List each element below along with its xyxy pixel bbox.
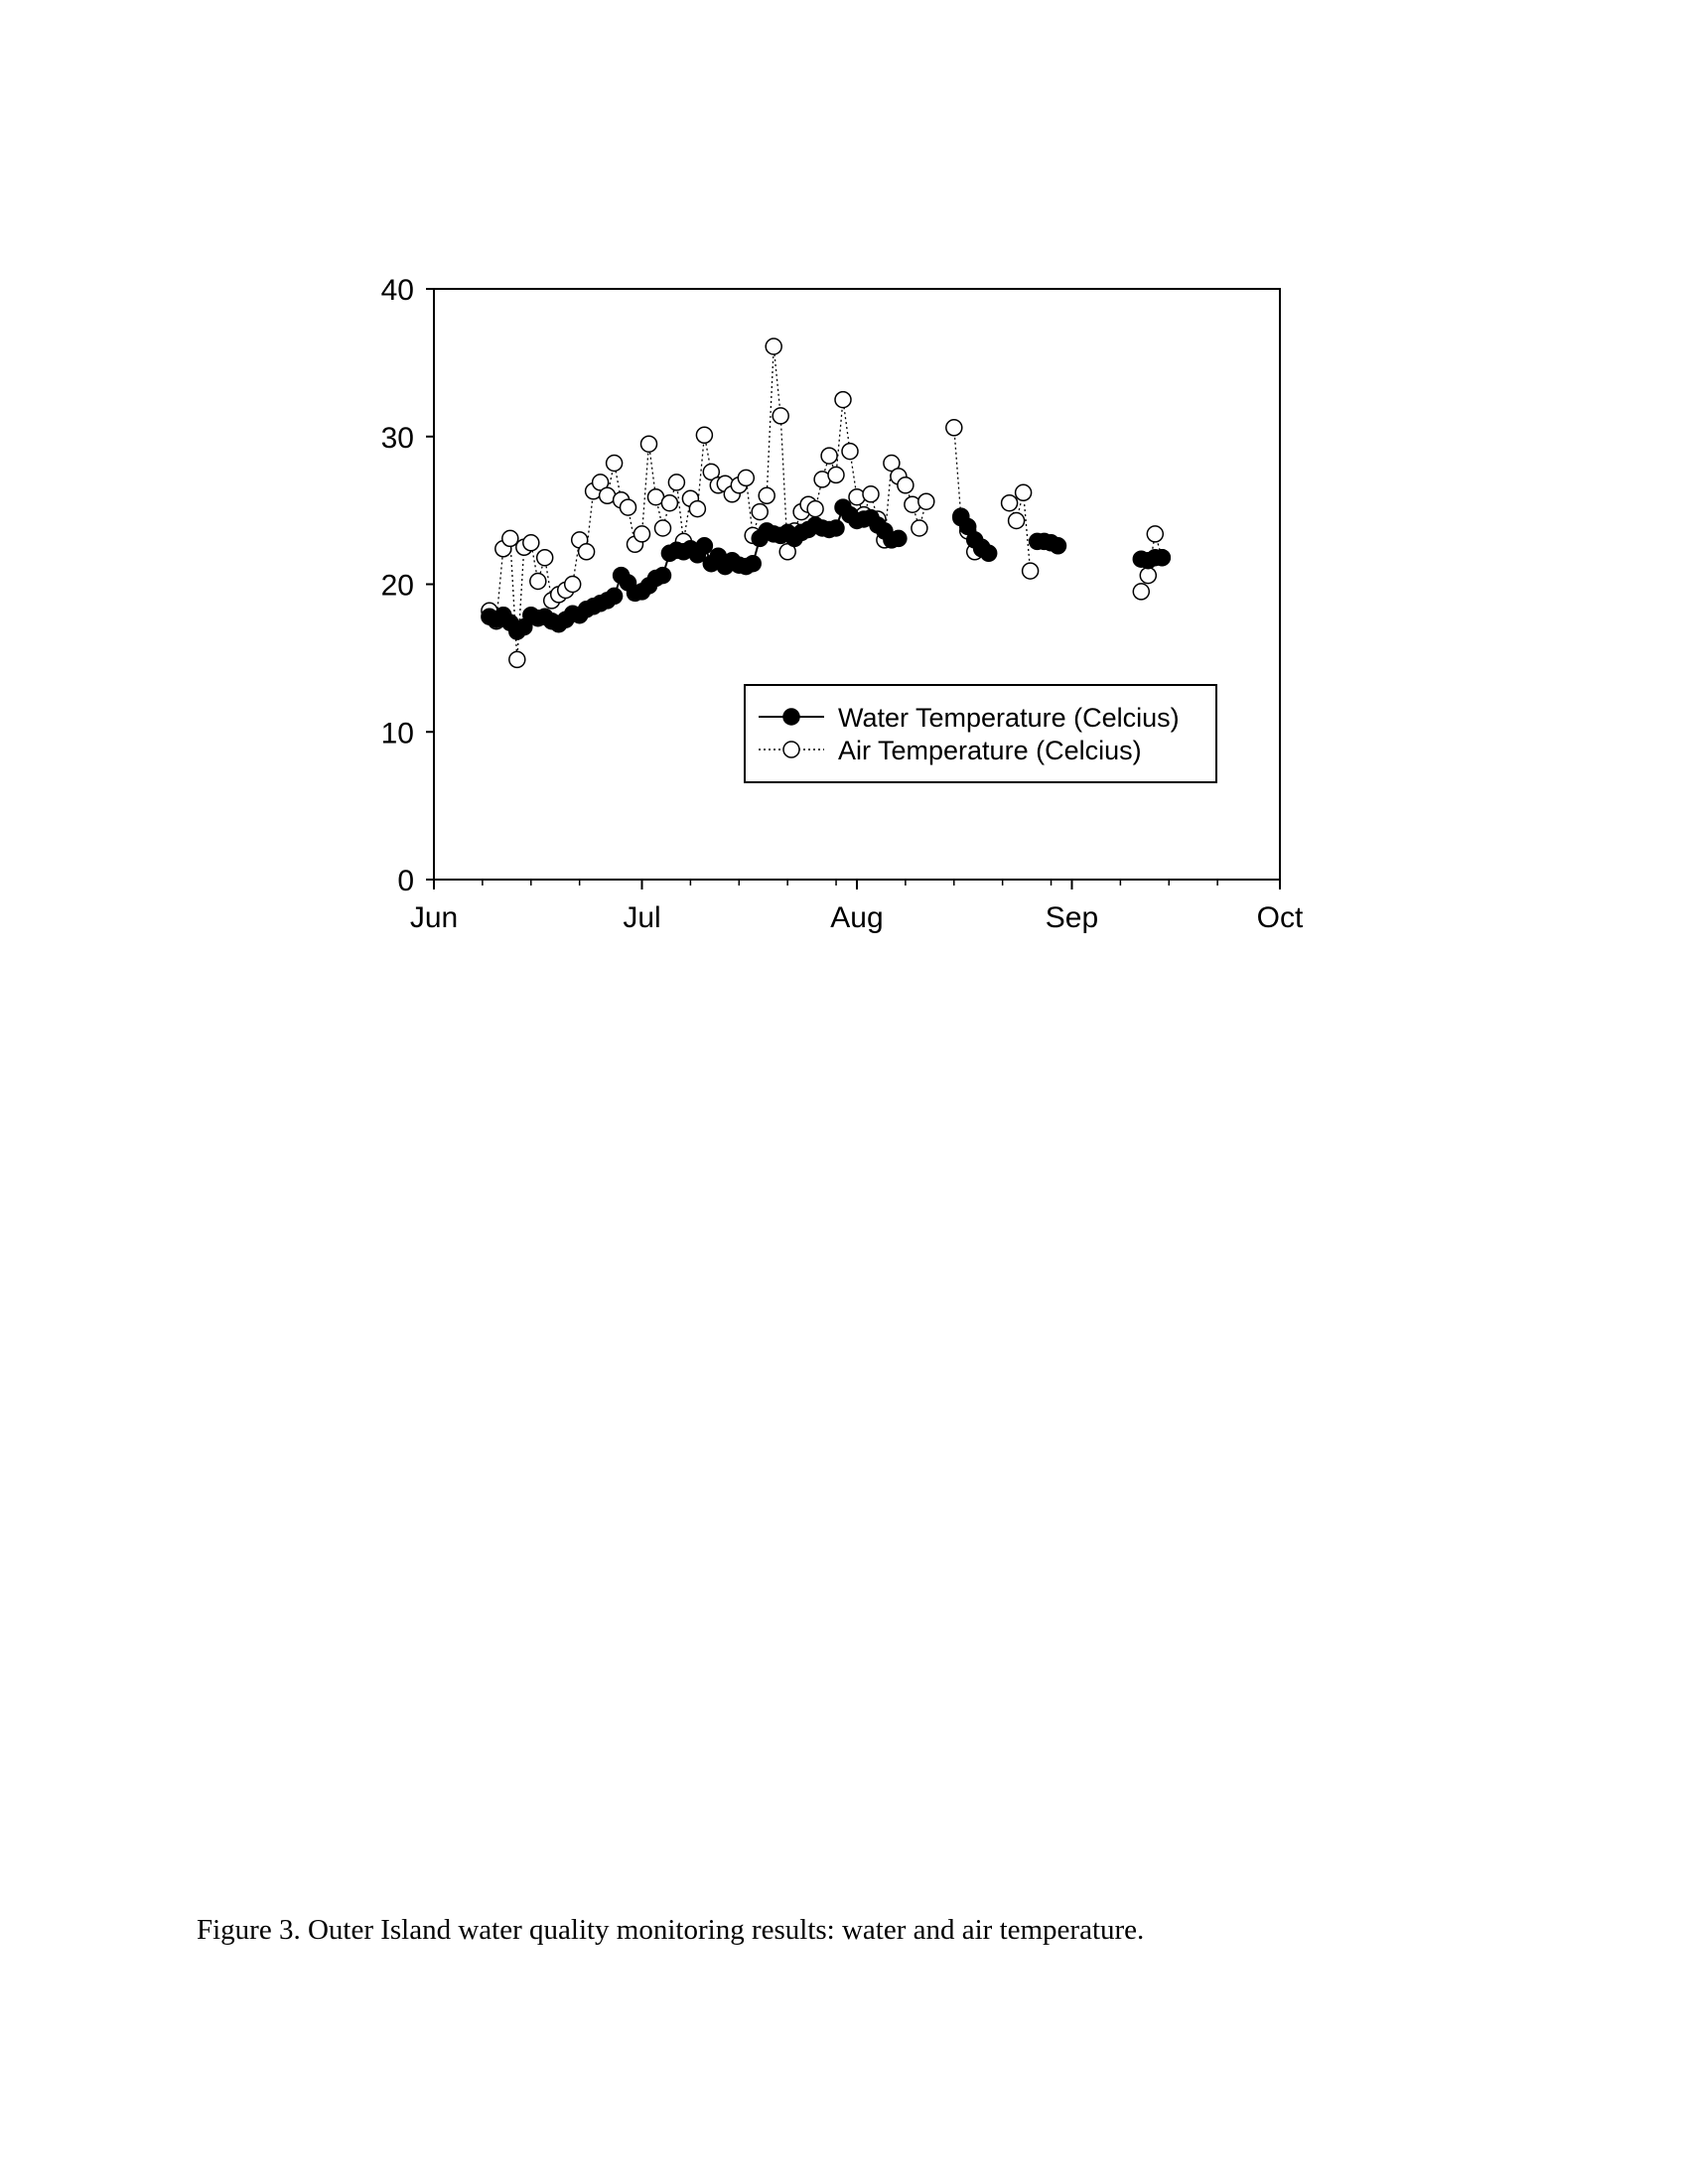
- y-tick-label: 30: [380, 421, 414, 455]
- air-data-point: [1016, 484, 1032, 500]
- water-data-point: [1051, 538, 1066, 554]
- air-data-point: [766, 339, 781, 354]
- water-data-point: [696, 538, 712, 554]
- air-data-point: [821, 448, 837, 464]
- air-data-point: [661, 495, 677, 511]
- air-data-point: [689, 501, 705, 517]
- air-data-point: [1133, 584, 1149, 600]
- figure-caption: Figure 3. Outer Island water quality monitoring results: water and air temperature.: [197, 1914, 1145, 1946]
- air-data-point: [738, 470, 754, 485]
- water-data-point: [981, 545, 997, 561]
- air-data-point: [807, 501, 823, 517]
- air-data-point: [655, 520, 671, 536]
- air-data-point: [918, 493, 934, 509]
- legend: [745, 685, 1216, 782]
- y-axis: [381, 274, 434, 897]
- x-axis: [410, 880, 1304, 934]
- air-data-point: [828, 467, 844, 482]
- air-data-point: [579, 544, 595, 560]
- air-data-point: [898, 478, 914, 493]
- legend-air-marker: [783, 742, 799, 757]
- air-data-point: [1140, 568, 1156, 584]
- air-data-point: [946, 420, 962, 436]
- air-data-point: [1009, 513, 1025, 529]
- legend-air-label: Air Temperature (Celcius): [838, 736, 1142, 765]
- x-tick-label: Sep: [1045, 901, 1099, 934]
- water-data-point: [655, 568, 671, 584]
- air-data-point: [1002, 495, 1018, 511]
- y-tick-label: 20: [380, 569, 414, 603]
- air-data-point: [835, 392, 851, 408]
- air-data-point: [565, 577, 581, 593]
- air-data-point: [537, 550, 553, 566]
- legend-water-label: Water Temperature (Celcius): [838, 703, 1180, 733]
- water-data-point: [745, 556, 761, 572]
- air-data-point: [1147, 526, 1163, 542]
- water-data-point: [607, 588, 623, 604]
- air-data-point: [752, 504, 768, 520]
- water-data-point: [891, 530, 907, 546]
- temperature-chart: [0, 0, 1688, 993]
- air-data-point: [863, 486, 879, 502]
- air-data-point: [523, 535, 539, 551]
- y-tick-label: 0: [397, 865, 414, 897]
- air-data-point: [842, 444, 858, 460]
- water-data-point: [1154, 550, 1170, 566]
- air-data-point: [530, 574, 546, 590]
- air-data-point: [641, 436, 657, 452]
- x-tick-label: Oct: [1256, 901, 1304, 934]
- series-layer: [482, 339, 1170, 667]
- air-data-point: [502, 530, 518, 546]
- air-data-point: [696, 427, 712, 443]
- air-data-point: [849, 489, 865, 505]
- legend-box: [745, 685, 1216, 782]
- x-tick-label: Jul: [623, 901, 661, 934]
- air-data-point: [912, 520, 927, 536]
- water-data-point: [828, 520, 844, 536]
- y-tick-label: 40: [380, 274, 414, 307]
- legend-water-marker: [783, 709, 799, 725]
- air-data-point: [634, 526, 650, 542]
- air-data-point: [621, 499, 636, 515]
- air-data-point: [607, 456, 623, 472]
- y-tick-label: 10: [380, 717, 414, 751]
- air-data-point: [668, 475, 684, 490]
- air-data-point: [1023, 563, 1039, 579]
- air-data-point: [509, 651, 525, 667]
- x-tick-label: Aug: [830, 901, 884, 934]
- x-tick-label: Jun: [409, 901, 459, 934]
- air-data-point: [773, 408, 788, 424]
- air-data-point: [759, 487, 774, 503]
